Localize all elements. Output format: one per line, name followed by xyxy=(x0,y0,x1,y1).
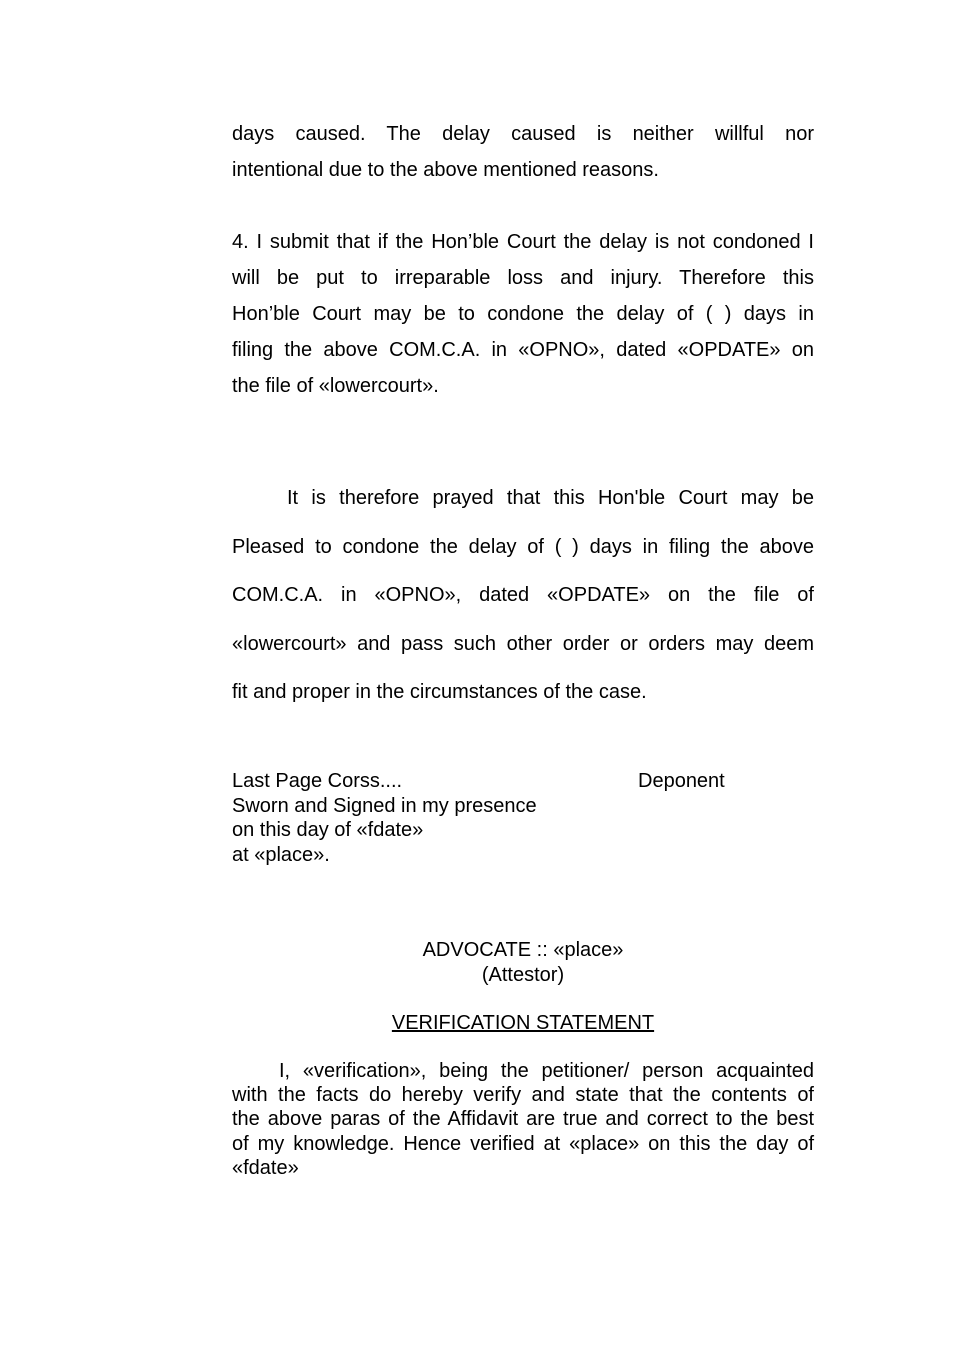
paragraph-line: Hon’ble Court may be to condone the delay of ( ) days in xyxy=(232,303,814,325)
sign-line: Last Page Corss.... xyxy=(232,770,403,792)
paragraph-line: days caused. The delay caused is neither willful nor xyxy=(232,123,814,145)
paragraph-line: the file of «lowercourt». xyxy=(232,375,439,397)
paragraph-line: «lowercourt» and pass such other order or orders may deem xyxy=(232,632,814,655)
sign-line: Sworn and Signed in my presence xyxy=(232,794,537,817)
paragraph-line: with the facts do hereby verify and state that the contents of xyxy=(232,1084,814,1107)
paragraph-line: will be put to irreparable loss and injury. Therefore this xyxy=(232,267,814,289)
sign-line: at «place». xyxy=(232,843,330,866)
paragraph-line: 4. I submit that if the Hon’ble Court the delay is not condoned I xyxy=(232,231,814,253)
paragraph-line: intentional due to the above mentioned reasons. xyxy=(232,159,659,181)
attestor-line: (Attestor) xyxy=(481,963,565,986)
advocate-attestor-block xyxy=(232,938,814,987)
prayer-paragraph xyxy=(232,474,814,717)
paragraph-line: It is therefore prayed that this Hon'ble Court may be xyxy=(287,487,814,509)
verification-heading: VERIFICATION STATEMENT xyxy=(391,1012,655,1034)
paragraph-line: I, «verification», being the petitioner/ person acquainted xyxy=(279,1060,814,1082)
deponent-label: Deponent xyxy=(638,770,725,792)
paragraph-line: Pleased to condone the delay of ( ) days in filing the above xyxy=(232,535,814,558)
paragraph-line: fit and proper in the circumstances of the case. xyxy=(232,681,647,703)
advocate-line: ADVOCATE :: «place» xyxy=(422,939,624,961)
paragraph-line: COM.C.A. in «OPNO», dated «OPDATE» on the file of xyxy=(232,584,814,606)
paragraph-line: the above paras of the Affidavit are true and correct to the best xyxy=(232,1108,814,1131)
verification-paragraph xyxy=(232,1059,814,1180)
paragraph-continued xyxy=(232,116,814,188)
paragraph-4 xyxy=(232,224,814,404)
paragraph-line: «fdate» xyxy=(232,1156,299,1179)
sworn-signed-block xyxy=(232,769,814,867)
paragraph-line: filing the above COM.C.A. in «OPNO», dated «OPDATE» on xyxy=(232,339,814,361)
paragraph-line: of my knowledge. Hence verified at «place» on this the day of xyxy=(232,1132,814,1155)
sign-line: on this day of «fdate» xyxy=(232,819,424,841)
